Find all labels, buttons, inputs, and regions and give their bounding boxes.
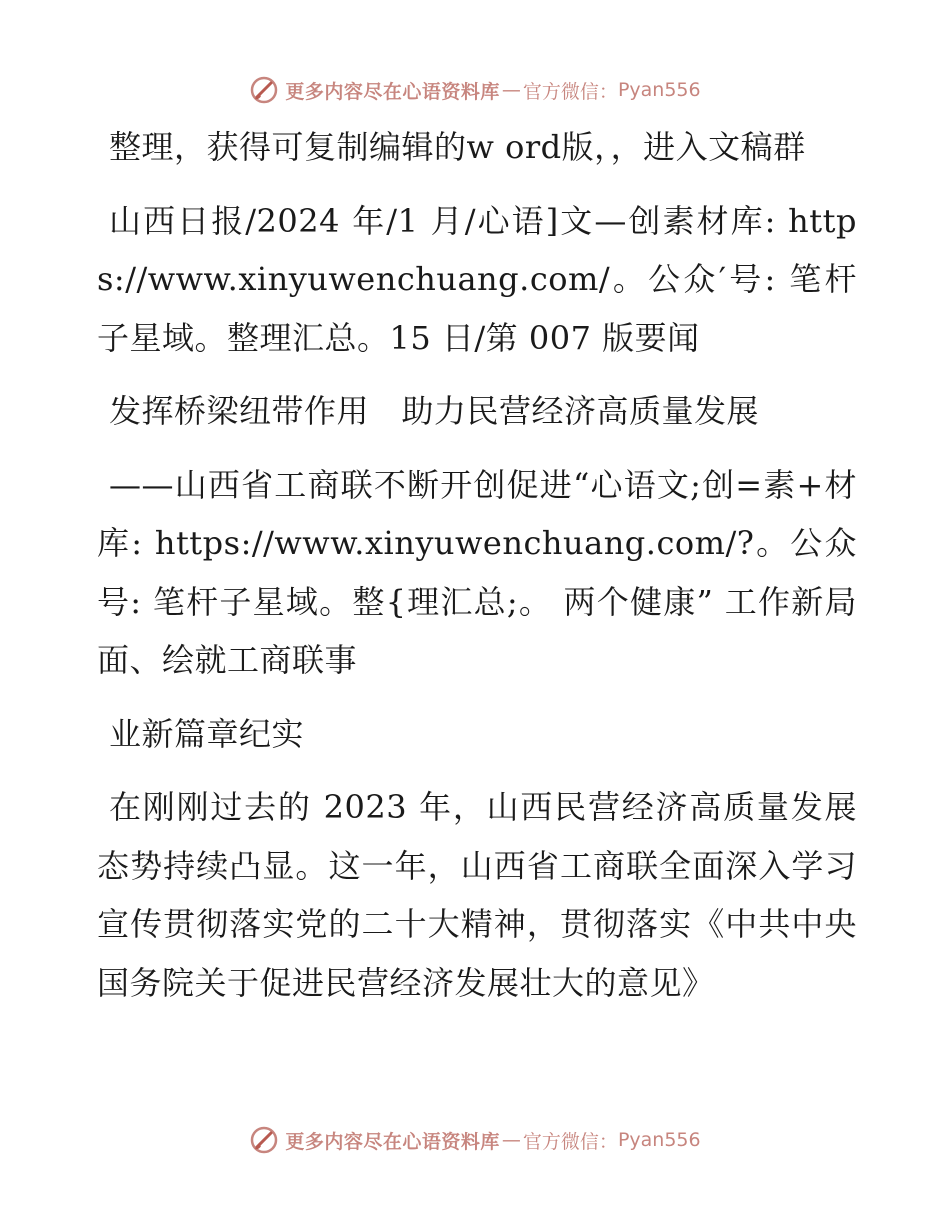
watermark-sub-text: 官方微信： bbox=[522, 80, 618, 103]
watermark-main-text: 更多内容尽在心语资料库 bbox=[285, 80, 500, 103]
document-body bbox=[97, 118, 857, 1027]
watermark-dash: — bbox=[501, 79, 521, 101]
paragraph-2: 山西日报/2024 年/1 月/心语]文—创素材库: https://www.xinyuwenchuang.com/。公众′号: 笔杆子星域。整理汇总。15 日/第 007 版要闻 bbox=[97, 201, 857, 357]
article-title: 发挥桥梁纽带作用 助力民营经济高质量发展 bbox=[109, 392, 760, 430]
paragraph-1: 整理，获得可复制编辑的w ord版，，进入文稿群 bbox=[109, 128, 806, 166]
paragraph-body: 在刚刚过去的 2023 年，山西民营经济高质量发展态势持续凸显。这一年，山西省工商联全面深入学习宣传贯彻落实党的二十大精神，贯彻落实《中共中央国务院关于促进民营经济发展壮大的意见》 bbox=[97, 788, 857, 1002]
watermark-dash: — bbox=[501, 1129, 521, 1151]
watermark-sub-text: 官方微信： bbox=[522, 1130, 618, 1153]
header-watermark bbox=[0, 70, 950, 110]
watermark-id-text: Pyan556 bbox=[617, 1129, 701, 1151]
article-subtitle: ——山西省工商联不断开创促进“心语文;创=素+材库: https://www.xinyuwenchuang.com/?。公众号: 笔杆子星域。整{理汇总;。 两个健康” 工作新局面、绘就工商联事 bbox=[97, 465, 857, 679]
footer-watermark bbox=[0, 1120, 950, 1160]
article-subtitle-cont: 业新篇章纪实 bbox=[109, 714, 305, 753]
brush-logo-icon bbox=[249, 1125, 279, 1155]
brush-logo-icon bbox=[249, 75, 279, 105]
watermark-id-text: Pyan556 bbox=[617, 79, 701, 101]
watermark-main-text: 更多内容尽在心语资料库 bbox=[285, 1130, 500, 1153]
